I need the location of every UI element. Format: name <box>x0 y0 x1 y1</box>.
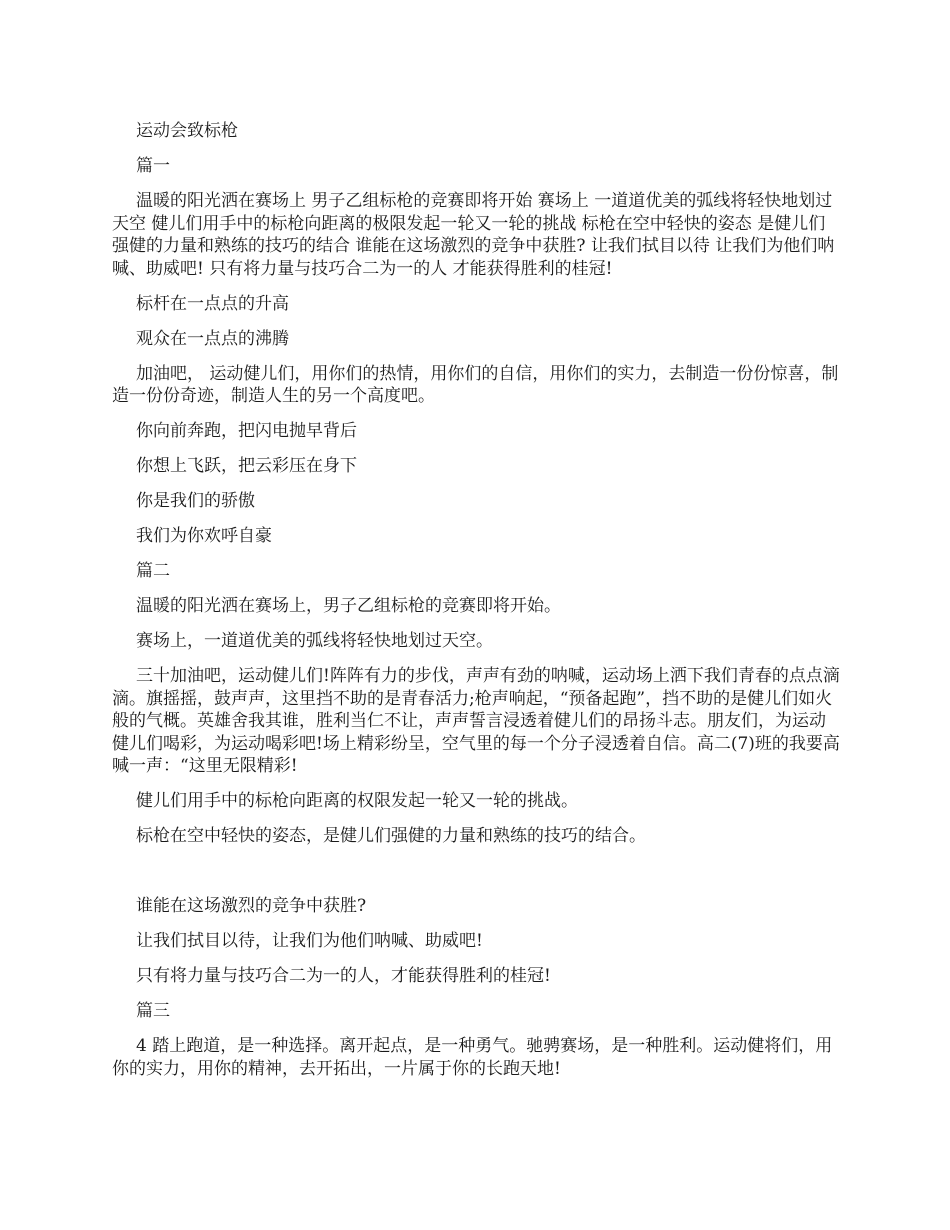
paragraph: 你是我们的骄傲 <box>136 491 255 511</box>
paragraph: 你想上飞跃，把云彩压在身下 <box>136 456 357 476</box>
paragraph: 三十加油吧，运动健儿们!阵阵有力的步伐，声声有劲的呐喊，运动场上洒下我们青春的点点滴滴。旗摇摇，鼓声声，这里挡不助的是青春活力;枪声响起，“预备起跑”，挡不助的是健儿们如火般的气概。英雄舍我其谁，胜利当仁不让，声声誓言浸透着健儿们的昂扬斗志。朋友们，为运动健儿们喝彩，为运动喝彩吧!场上精彩纷呈，空气里的每一个分子浸透着自信。高二(7)班的我要高喊一声：“这里无限精彩! <box>112 666 840 776</box>
paragraph: 加油吧， 运动健儿们，用你们的热情，用你们的自信，用你们的实力，去制造一份份惊喜，制造一份份奇迹，制造人生的另一个高度吧。 <box>112 363 839 406</box>
document-body <box>112 120 840 1093</box>
section-heading: 篇一 <box>136 156 170 176</box>
paragraph: 赛场上，一道道优美的弧线将轻快地划过天空。 <box>136 631 493 651</box>
paragraph: 温暖的阳光洒在赛场上，男子乙组标枪的竞赛即将开始。 <box>136 596 561 616</box>
paragraph: 温暖的阳光洒在赛场上 男子乙组标枪的竞赛即将开始 赛场上 一道道优美的弧线将轻快地划过天空 健儿们用手中的标枪向距离的极限发起一轮又一轮的挑战 标枪在空中轻快的姿态 是健儿们强健的力量和熟练的技巧的结合 谁能在这场激烈的竞争中获胜? 让我们拭目以待 让我们为他们呐喊、助威吧! 只有将力量与技巧合二为一的人 才能获得胜利的桂冠! <box>112 191 835 279</box>
paragraph: 健儿们用手中的标枪向距离的权限发起一轮又一轮的挑战。 <box>136 791 578 811</box>
paragraph: 观众在一点点的沸腾 <box>136 328 289 349</box>
document-title: 运动会致标枪 <box>136 121 238 141</box>
paragraph: 我们为你欢呼自豪 <box>136 526 272 546</box>
section-gap <box>112 860 840 895</box>
paragraph: 你向前奔跑，把闪电抛早背后 <box>136 421 357 441</box>
section-heading: 篇三 <box>136 1001 170 1021</box>
paragraph: 标杆在一点点的升高 <box>136 293 289 314</box>
paragraph: 只有将力量与技巧合二为一的人，才能获得胜利的桂冠! <box>136 966 551 986</box>
paragraph: 标枪在空中轻快的姿态，是健儿们强健的力量和熟练的技巧的结合。 <box>136 826 646 846</box>
paragraph: 让我们拭目以待，让我们为他们呐喊、助威吧! <box>136 931 483 951</box>
section-heading: 篇二 <box>136 561 170 581</box>
paragraph: 4 踏上跑道，是一种选择。离开起点，是一种勇气。驰骋赛场，是一种胜利。运动健将们，用你的实力，用你的精神，去开拓出，一片属于你的长跑天地! <box>112 1036 833 1079</box>
paragraph: 谁能在这场激烈的竞争中获胜? <box>136 896 367 916</box>
